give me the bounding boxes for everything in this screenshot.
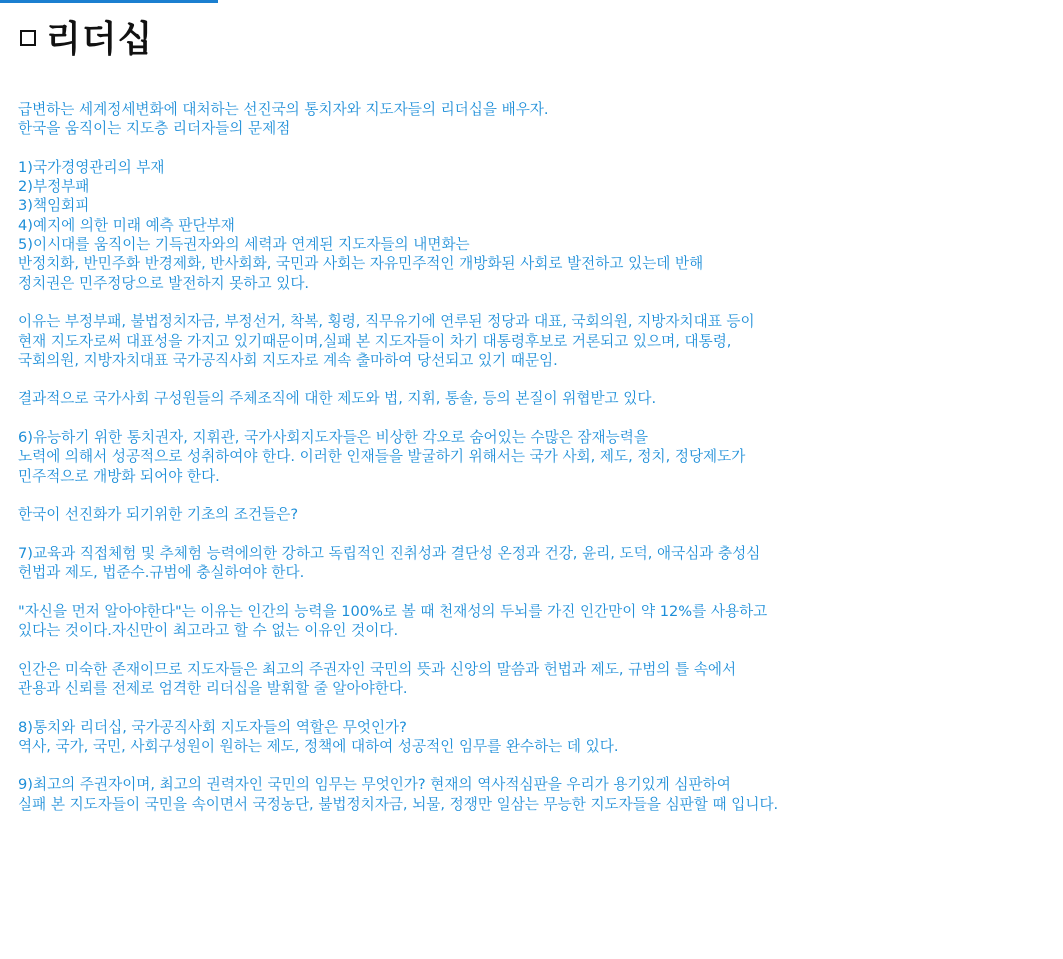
paragraph bbox=[18, 158, 1058, 293]
text-line: 이유는 부정부패, 불법정치자금, 부정선거, 착복, 횡령, 직무유기에 연루된 정당과 대표, 국회의원, 지방자치대표 등이 bbox=[18, 313, 755, 331]
paragraph bbox=[18, 544, 1058, 583]
text-line: 4)예지에 의한 미래 예측 판단부재 bbox=[18, 216, 235, 234]
paragraph bbox=[18, 660, 1058, 699]
text-line: 인간은 미숙한 존재이므로 지도자들은 최고의 주권자인 국민의 뜻과 신앙의 말씀과 헌법과 제도, 규범의 틀 속에서 bbox=[18, 660, 737, 678]
text-line: 현재 지도자로써 대표성을 가지고 있기때문이며,실패 본 지도자들이 차기 대통령후보로 거론되고 있으며, 대통령, bbox=[18, 332, 732, 350]
text-line: 관용과 신뢰를 전제로 엄격한 리더십을 발휘할 줄 알아야한다. bbox=[18, 679, 408, 697]
paragraph-spacer bbox=[18, 525, 1058, 544]
paragraph bbox=[18, 505, 1058, 524]
text-line: 9)최고의 주권자이며, 최고의 권력자인 국민의 임무는 무엇인가? 현재의 역사적심판을 우리가 용기있게 심판하여 bbox=[18, 776, 731, 794]
page-title bbox=[20, 14, 153, 58]
paragraph-spacer bbox=[18, 370, 1058, 389]
square-bullet-icon bbox=[20, 30, 36, 46]
text-line: 한국을 움직이는 지도층 리더자들의 문제점 bbox=[18, 120, 291, 138]
text-line: 반정치화, 반민주화 반경제화, 반사회화, 국민과 사회는 자유민주적인 개방화된 사회로 발전하고 있는데 반해 bbox=[18, 255, 704, 273]
text-line: 한국이 선진화가 되기위한 기초의 조건들은? bbox=[18, 506, 299, 524]
paragraph bbox=[18, 312, 1058, 370]
page-title-text: 리더십 bbox=[46, 18, 154, 60]
text-line: "자신을 먼저 알아야한다"는 이유는 인간의 능력을 100%로 볼 때 천재성의 두뇌를 가진 인간만이 약 12%를 사용하고 bbox=[18, 602, 768, 620]
text-line: 있다는 것이다.자신만이 최고라고 할 수 없는 이유인 것이다. bbox=[18, 622, 399, 640]
text-line: 결과적으로 국가사회 구성원들의 주체조직에 대한 제도와 법, 지휘, 통솔, 등의 본질이 위협받고 있다. bbox=[18, 390, 657, 408]
paragraph bbox=[18, 775, 1058, 814]
paragraph bbox=[18, 718, 1058, 757]
paragraph-spacer bbox=[18, 582, 1058, 601]
text-line: 6)유능하기 위한 통치권자, 지휘관, 국가사회지도자들은 비상한 각오로 숨어있는 수많은 잠재능력을 bbox=[18, 429, 648, 447]
text-line: 3)책임회피 bbox=[18, 197, 90, 215]
text-line: 1)국가경영관리의 부재 bbox=[18, 158, 165, 176]
paragraph-spacer bbox=[18, 486, 1058, 505]
text-line: 2)부정부패 bbox=[18, 178, 90, 196]
text-line: 5)이시대를 움직이는 기득권자와의 세력과 연계된 지도자들의 내면화는 bbox=[18, 236, 470, 254]
top-rule-divider bbox=[0, 0, 218, 3]
text-line: 민주적으로 개방화 되어야 한다. bbox=[18, 467, 220, 485]
text-line: 8)통치와 리더십, 국가공직사회 지도자들의 역할은 무엇인가? bbox=[18, 718, 407, 736]
paragraph-spacer bbox=[18, 139, 1058, 158]
paragraph bbox=[18, 428, 1058, 486]
text-line: 국회의원, 지방자치대표 국가공직사회 지도자로 계속 출마하여 당선되고 있기 때문임. bbox=[18, 351, 558, 369]
paragraph-spacer bbox=[18, 756, 1058, 775]
paragraph bbox=[18, 100, 1058, 139]
text-line: 급변하는 세계정세변화에 대처하는 선진국의 통치자와 지도자들의 리더십을 배우자. bbox=[18, 101, 549, 118]
article-body bbox=[18, 100, 1058, 814]
text-line: 노력에 의해서 성공적으로 성취하여야 한다. 이러한 인재들을 발굴하기 위해서는 국가 사회, 제도, 정치, 정당제도가 bbox=[18, 448, 746, 466]
text-line: 실패 본 지도자들이 국민을 속이면서 국정농단, 불법정치자금, 뇌물, 정쟁만 일삼는 무능한 지도자들을 심판할 때 입니다. bbox=[18, 795, 779, 813]
paragraph-spacer bbox=[18, 293, 1058, 312]
text-line: 정치권은 민주정당으로 발전하지 못하고 있다. bbox=[18, 274, 310, 292]
text-line: 헌법과 제도, 법준수.규범에 충실하여야 한다. bbox=[18, 564, 305, 582]
paragraph-spacer bbox=[18, 640, 1058, 659]
text-line: 7)교육과 직접체험 및 추체험 능력에의한 강하고 독립적인 진취성과 결단성 온정과 건강, 윤리, 도덕, 애국심과 충성심 bbox=[18, 544, 761, 562]
paragraph-spacer bbox=[18, 409, 1058, 428]
paragraph bbox=[18, 389, 1058, 408]
paragraph-spacer bbox=[18, 698, 1058, 717]
paragraph bbox=[18, 602, 1058, 641]
text-line: 역사, 국가, 국민, 사회구성원이 원하는 제도, 정책에 대하여 성공적인 임무를 완수하는 데 있다. bbox=[18, 737, 619, 755]
